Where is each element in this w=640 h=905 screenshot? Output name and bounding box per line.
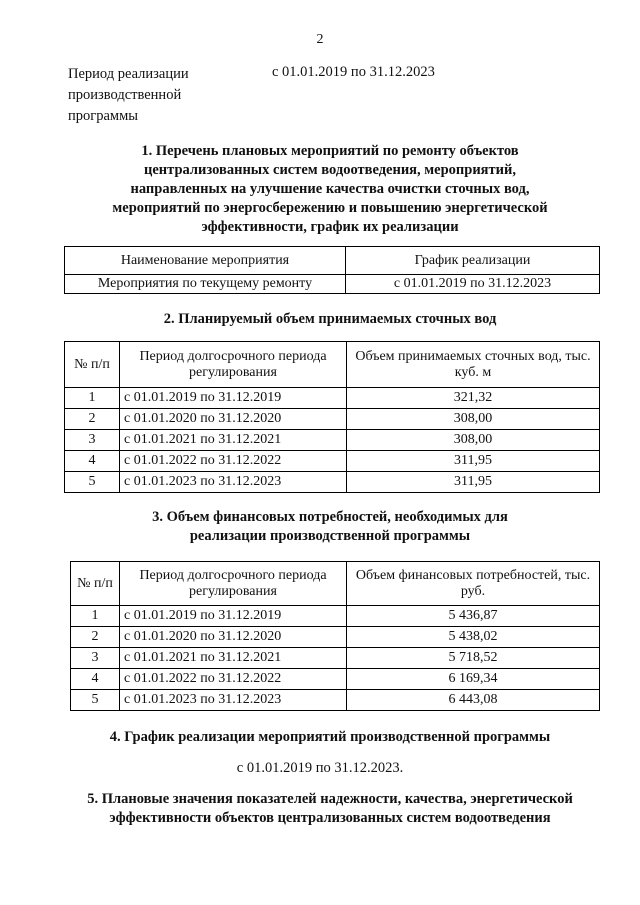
table-cell: 5 718,52 xyxy=(347,648,600,669)
title-line: эффективности объектов централизованных систем водоотведения xyxy=(109,810,551,826)
table-cell: 5 xyxy=(71,690,120,711)
table-cell: с 01.01.2019 по 31.12.2019 xyxy=(120,606,347,627)
finance-table xyxy=(70,561,600,711)
table-cell: 311,95 xyxy=(347,451,600,472)
table-header-row xyxy=(65,342,600,388)
period-label-line: производственной xyxy=(68,87,182,103)
title-line: 5. Плановые значения показателей надежности, качества, энергетической xyxy=(87,791,573,807)
table-cell: 3 xyxy=(71,648,120,669)
table-cell: с 01.01.2019 по 31.12.2019 xyxy=(120,388,347,409)
period-label-line: Период реализации xyxy=(68,66,189,82)
table-header-row xyxy=(65,247,600,275)
section4-value: с 01.01.2019 по 31.12.2023. xyxy=(236,760,404,776)
section4-title: 4. График реализации мероприятий производственной программы xyxy=(109,729,551,745)
table-cell: с 01.01.2022 по 31.12.2022 xyxy=(120,669,347,690)
table-cell: 5 438,02 xyxy=(347,627,600,648)
section5-title xyxy=(30,790,630,828)
table-row xyxy=(71,648,600,669)
table-row xyxy=(65,430,600,451)
table-row xyxy=(71,627,600,648)
title-line: 3. Объем финансовых потребностей, необходимых для xyxy=(152,509,508,525)
table-row xyxy=(71,669,600,690)
section3-title xyxy=(60,508,600,546)
table-cell: с 01.01.2020 по 31.12.2020 xyxy=(120,627,347,648)
table-cell: 6 169,34 xyxy=(347,669,600,690)
table-cell: с 01.01.2019 по 31.12.2023 xyxy=(346,275,600,294)
table-cell: с 01.01.2021 по 31.12.2021 xyxy=(120,430,347,451)
table-row xyxy=(71,606,600,627)
table-cell: 5 xyxy=(65,472,120,493)
table-cell: 4 xyxy=(71,669,120,690)
table-header: Объем принимаемых сточных вод, тыс. куб. м xyxy=(347,342,600,388)
period-label xyxy=(68,64,238,127)
table-cell: 2 xyxy=(71,627,120,648)
table-row xyxy=(71,690,600,711)
table-cell: 1 xyxy=(71,606,120,627)
table-cell: 2 xyxy=(65,409,120,430)
table-cell: с 01.01.2023 по 31.12.2023 xyxy=(120,472,347,493)
wastewater-table xyxy=(64,341,600,493)
table-cell: с 01.01.2022 по 31.12.2022 xyxy=(120,451,347,472)
title-line: 1. Перечень плановых мероприятий по ремонту объектов xyxy=(141,143,519,159)
section2-title: 2. Планируемый объем принимаемых сточных вод xyxy=(163,311,497,327)
table-header: Наименование мероприятия xyxy=(65,247,346,275)
table-header: № п/п xyxy=(65,342,120,388)
table-row xyxy=(65,388,600,409)
table-cell: 4 xyxy=(65,451,120,472)
table-cell: 5 436,87 xyxy=(347,606,600,627)
table-cell: 6 443,08 xyxy=(347,690,600,711)
table-cell: 1 xyxy=(65,388,120,409)
table-header: Объем финансовых потребностей, тыс. руб. xyxy=(347,562,600,606)
period-label-line: программы xyxy=(68,108,138,124)
table-header: № п/п xyxy=(71,562,120,606)
table-header-row xyxy=(71,562,600,606)
table-cell: 308,00 xyxy=(347,430,600,451)
table-cell: с 01.01.2020 по 31.12.2020 xyxy=(120,409,347,430)
title-line: мероприятий по энергосбережению и повышению энергетической xyxy=(112,200,548,216)
page-number: 2 xyxy=(316,32,324,47)
events-table xyxy=(64,246,600,294)
section1-title xyxy=(60,142,600,237)
table-header: Период долгосрочного периода регулирования xyxy=(120,342,347,388)
period-value: с 01.01.2019 по 31.12.2023 xyxy=(272,64,435,80)
table-cell: 308,00 xyxy=(347,409,600,430)
table-row xyxy=(65,409,600,430)
table-row xyxy=(65,472,600,493)
table-cell: 3 xyxy=(65,430,120,451)
table-row xyxy=(65,451,600,472)
table-cell: Мероприятия по текущему ремонту xyxy=(65,275,346,294)
title-line: эффективности, график их реализации xyxy=(201,219,459,235)
title-line: реализации производственной программы xyxy=(189,528,471,544)
table-cell: с 01.01.2023 по 31.12.2023 xyxy=(120,690,347,711)
title-line: централизованных систем водоотведения, мероприятий, xyxy=(144,162,516,178)
table-cell: 321,32 xyxy=(347,388,600,409)
table-cell: с 01.01.2021 по 31.12.2021 xyxy=(120,648,347,669)
title-line: направленных на улучшение качества очистки сточных вод, xyxy=(130,181,530,197)
table-header: Период долгосрочного периода регулирования xyxy=(120,562,347,606)
table-header: График реализации xyxy=(346,247,600,275)
table-cell: 311,95 xyxy=(347,472,600,493)
table-row xyxy=(65,275,600,294)
